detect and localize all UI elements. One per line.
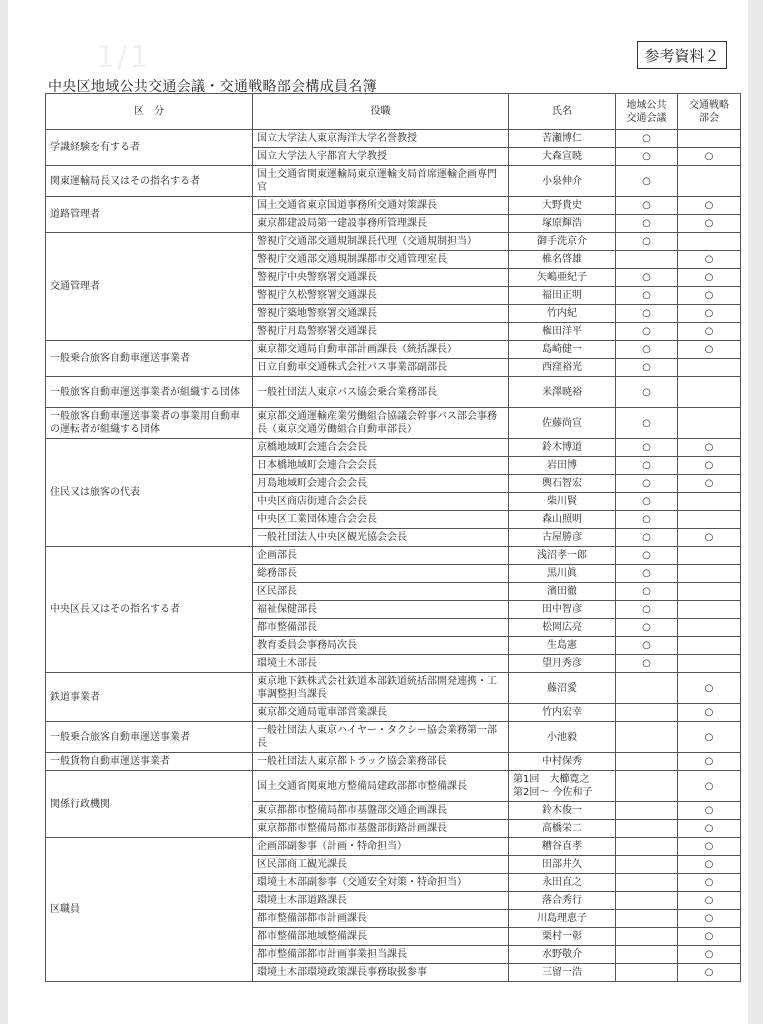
council-mark: ○: [616, 619, 678, 637]
position-cell: 一般社団法人東京ハイヤー・タクシー協会業務第一部長: [253, 722, 509, 753]
strategy-mark: ○: [678, 964, 741, 982]
table-row: [46, 771, 741, 802]
position-cell: 区民部長: [253, 583, 509, 601]
strategy-mark: ○: [678, 475, 741, 493]
name-cell: 濱田徹: [509, 583, 616, 601]
council-mark: [616, 910, 678, 928]
council-mark: ○: [616, 287, 678, 305]
name-cell: 大森宣暁: [509, 148, 616, 166]
name-cell: 苦瀬博仁: [509, 130, 616, 148]
strategy-mark: ○: [678, 771, 741, 802]
council-mark: ○: [616, 305, 678, 323]
table-row: [46, 233, 741, 251]
category-cell: 一般乗合旅客自動車運送事業者: [46, 341, 253, 377]
position-cell: 東京都交通運輸産業労働組合協議会幹事バス部会事務長（東京交通労働組合自動車部長）: [253, 408, 509, 439]
council-mark: ○: [616, 215, 678, 233]
position-cell: 中央区商店街連合会会長: [253, 493, 509, 511]
table-row: [46, 673, 741, 704]
council-mark: ○: [616, 377, 678, 408]
position-cell: 東京都都市整備局都市基盤部交通企画課長: [253, 802, 509, 820]
council-mark: ○: [616, 457, 678, 475]
strategy-mark: ○: [678, 197, 741, 215]
strategy-mark: [678, 565, 741, 583]
council-mark: [616, 722, 678, 753]
strategy-mark: ○: [678, 287, 741, 305]
position-cell: 警視庁中央警察署交通課長: [253, 269, 509, 287]
name-cell: 権田洋平: [509, 323, 616, 341]
council-mark: [616, 673, 678, 704]
header-strategy-line2: 部会: [699, 112, 719, 124]
name-cell: 塚原輝浩: [509, 215, 616, 233]
header-position: 役職: [253, 94, 509, 130]
council-mark: ○: [616, 197, 678, 215]
position-cell: 区民部商工観光課長: [253, 856, 509, 874]
category-cell: 道路管理者: [46, 197, 253, 233]
strategy-mark: ○: [678, 457, 741, 475]
strategy-mark: ○: [678, 874, 741, 892]
name-cell: 田中智彦: [509, 601, 616, 619]
position-cell: 国土交通省関東地方整備局建政部都市整備課長: [253, 771, 509, 802]
council-mark: [616, 251, 678, 269]
strategy-mark: ○: [678, 910, 741, 928]
position-cell: 東京都交通局電車部営業課長: [253, 704, 509, 722]
strategy-mark: ○: [678, 722, 741, 753]
strategy-mark: ○: [678, 215, 741, 233]
council-mark: ○: [616, 408, 678, 439]
strategy-mark: ○: [678, 251, 741, 269]
position-cell: 都市整備部都市計画事業担当課長: [253, 946, 509, 964]
name-cell: 三留一浩: [509, 964, 616, 982]
name-cell: 鈴木俊一: [509, 802, 616, 820]
name-cell: 鈴木博道: [509, 439, 616, 457]
council-mark: ○: [616, 511, 678, 529]
category-cell: 一般貨物自動車運送事業者: [46, 753, 253, 771]
strategy-mark: ○: [678, 323, 741, 341]
position-cell: 月島地域町会連合会会長: [253, 475, 509, 493]
strategy-mark: [678, 637, 741, 655]
position-cell: 東京都都市整備局都市基盤部街路計画課長: [253, 820, 509, 838]
header-council-line2: 交通会議: [626, 112, 667, 124]
strategy-mark: ○: [678, 892, 741, 910]
position-cell: 環境土木部環境政策課長事務取扱参事: [253, 964, 509, 982]
position-cell: 企画部副参事（計画・特命担当）: [253, 838, 509, 856]
position-cell: 中央区工業団体連合会会長: [253, 511, 509, 529]
name-cell: 輿石智宏: [509, 475, 616, 493]
category-cell: 鉄道事業者: [46, 673, 253, 722]
position-cell: 総務部長: [253, 565, 509, 583]
position-cell: 一般社団法人東京バス協会乗合業務部長: [253, 377, 509, 408]
position-cell: 国立大学法人東京海洋大学名誉教授: [253, 130, 509, 148]
strategy-mark: [678, 377, 741, 408]
document-title: 中央区地域公共交通会議・交通戦略部会構成員名簿: [48, 79, 377, 95]
position-cell: 教育委員会事務局次長: [253, 637, 509, 655]
council-mark: ○: [616, 233, 678, 251]
council-mark: ○: [616, 529, 678, 547]
strategy-mark: ○: [678, 341, 741, 359]
council-mark: ○: [616, 323, 678, 341]
position-cell: 国立大学法人宇都宮大学教授: [253, 148, 509, 166]
strategy-mark: [678, 130, 741, 148]
category-cell: 学識経験を有する者: [46, 130, 253, 166]
name-cell: 島崎健一: [509, 341, 616, 359]
council-mark: ○: [616, 547, 678, 565]
name-cell: 佐藤尚宣: [509, 408, 616, 439]
name-cell: 柴川賢: [509, 493, 616, 511]
header-name: 氏名: [509, 94, 616, 130]
name-cell: 小泉伸介: [509, 166, 616, 197]
name-cell: 生島憲: [509, 637, 616, 655]
table-row: [46, 197, 741, 215]
name-cell: 森山照明: [509, 511, 616, 529]
category-cell: 交通管理者: [46, 233, 253, 341]
name-cell: 竹内紀: [509, 305, 616, 323]
council-mark: [616, 874, 678, 892]
position-cell: 一般社団法人中央区観光協会会長: [253, 529, 509, 547]
position-cell: 東京地下鉄株式会社鉄道本部鉄道統括部開発連携・工事調整担当課長: [253, 673, 509, 704]
position-cell: 福祉保健部長: [253, 601, 509, 619]
position-cell: 都市整備部長: [253, 619, 509, 637]
strategy-mark: ○: [678, 856, 741, 874]
council-mark: [616, 820, 678, 838]
table-row: [46, 341, 741, 359]
council-mark: ○: [616, 439, 678, 457]
name-cell: 中村保秀: [509, 753, 616, 771]
name-cell: 田部井久: [509, 856, 616, 874]
table-row: [46, 439, 741, 457]
header-council-line1: 地域公共: [626, 99, 667, 111]
council-mark: [616, 704, 678, 722]
name-cell: 永田直之: [509, 874, 616, 892]
name-cell: 竹内宏幸: [509, 704, 616, 722]
name-cell: 浅沼孝一郎: [509, 547, 616, 565]
name-cell: 川島理恵子: [509, 910, 616, 928]
header-council: [616, 94, 678, 130]
strategy-mark: [678, 408, 741, 439]
table-row: [46, 130, 741, 148]
header-category: 区 分: [46, 94, 253, 130]
name-cell: 藤沼愛: [509, 673, 616, 704]
header-strategy: [678, 94, 741, 130]
council-mark: [616, 964, 678, 982]
council-mark: ○: [616, 130, 678, 148]
category-cell: 関東運輸局長又はその指名する者: [46, 166, 253, 197]
name-cell: 水野敬介: [509, 946, 616, 964]
name-cell: 米澤暁裕: [509, 377, 616, 408]
strategy-mark: ○: [678, 305, 741, 323]
strategy-mark: ○: [678, 820, 741, 838]
name-cell: 栗村一彰: [509, 928, 616, 946]
table-header-row: [46, 94, 741, 130]
strategy-mark: ○: [678, 928, 741, 946]
table-row: [46, 377, 741, 408]
position-cell: 都市整備部地域整備課長: [253, 928, 509, 946]
category-cell: 区職員: [46, 838, 253, 982]
council-mark: ○: [616, 359, 678, 377]
position-cell: 一般社団法人東京都トラック協会業務部長: [253, 753, 509, 771]
council-mark: ○: [616, 493, 678, 511]
council-mark: [616, 753, 678, 771]
table-row: [46, 722, 741, 753]
name-cell: 黒川眞: [509, 565, 616, 583]
council-mark: ○: [616, 601, 678, 619]
council-mark: ○: [616, 565, 678, 583]
position-cell: 日立自動車交通株式会社バス事業部副部長: [253, 359, 509, 377]
table-body: [46, 130, 741, 982]
name-line: 第1回 大櫛寛之: [513, 774, 590, 785]
category-cell: 住民又は旅客の代表: [46, 439, 253, 547]
strategy-mark: [678, 601, 741, 619]
position-cell: 国土交通省関東運輸局東京運輸支局首席運輸企画専門官: [253, 166, 509, 197]
strategy-mark: ○: [678, 439, 741, 457]
page-indicator: 1/1: [96, 40, 151, 75]
strategy-mark: [678, 511, 741, 529]
council-mark: ○: [616, 655, 678, 673]
reference-label: 参考資料２: [637, 41, 727, 69]
council-mark: ○: [616, 341, 678, 359]
strategy-mark: ○: [678, 838, 741, 856]
table-row: [46, 408, 741, 439]
name-cell: [509, 771, 616, 802]
council-mark: ○: [616, 583, 678, 601]
council-mark: [616, 928, 678, 946]
strategy-mark: [678, 583, 741, 601]
council-mark: [616, 856, 678, 874]
position-cell: 東京都建設局第一建設事務所管理課長: [253, 215, 509, 233]
strategy-mark: ○: [678, 148, 741, 166]
strategy-mark: ○: [678, 704, 741, 722]
table-row: [46, 838, 741, 856]
position-cell: 東京都交通局自動車部計画課長（統括課長）: [253, 341, 509, 359]
position-cell: 警視庁交通部交通規制課都市交通管理室長: [253, 251, 509, 269]
position-cell: 警視庁月島警察署交通課長: [253, 323, 509, 341]
council-mark: ○: [616, 475, 678, 493]
strategy-mark: [678, 493, 741, 511]
name-cell: 古屋勝彦: [509, 529, 616, 547]
strategy-mark: [678, 655, 741, 673]
name-cell: 高橋栄二: [509, 820, 616, 838]
document-page: [8, 0, 748, 1024]
position-cell: 環境土木部副参事（交通安全対策・特命担当）: [253, 874, 509, 892]
council-mark: ○: [616, 148, 678, 166]
strategy-mark: [678, 359, 741, 377]
strategy-mark: ○: [678, 946, 741, 964]
strategy-mark: ○: [678, 529, 741, 547]
category-cell: 中央区長又はその指名する者: [46, 547, 253, 673]
name-cell: 矢嶋亜紀子: [509, 269, 616, 287]
name-cell: 松岡広亮: [509, 619, 616, 637]
name-line: 第2回～ 今佐和子: [513, 787, 593, 798]
strategy-mark: ○: [678, 269, 741, 287]
name-cell: 御手洗京介: [509, 233, 616, 251]
position-cell: 警視庁交通部交通規制課長代理（交通規制担当）: [253, 233, 509, 251]
name-cell: 糟谷直孝: [509, 838, 616, 856]
name-cell: 椎名啓雄: [509, 251, 616, 269]
strategy-mark: ○: [678, 802, 741, 820]
table-row: [46, 166, 741, 197]
council-mark: [616, 802, 678, 820]
table-row: [46, 753, 741, 771]
position-cell: 企画部長: [253, 547, 509, 565]
position-cell: 国土交通省東京国道事務所交通対策課長: [253, 197, 509, 215]
header-strategy-line1: 交通戦略: [689, 99, 729, 111]
name-cell: 小池毅: [509, 722, 616, 753]
category-cell: 関係行政機関: [46, 771, 253, 838]
strategy-mark: ○: [678, 753, 741, 771]
council-mark: [616, 946, 678, 964]
name-cell: 落合秀行: [509, 892, 616, 910]
name-cell: 岩田博: [509, 457, 616, 475]
council-mark: [616, 892, 678, 910]
table-row: [46, 547, 741, 565]
position-cell: 都市整備部都市計画課長: [253, 910, 509, 928]
category-cell: 一般旅客自動車運送事業者の事業用自動車の運転者が組織する団体: [46, 408, 253, 439]
position-cell: 環境土木部長: [253, 655, 509, 673]
strategy-mark: [678, 547, 741, 565]
council-mark: [616, 771, 678, 802]
council-mark: ○: [616, 166, 678, 197]
member-roster-table: [45, 93, 741, 982]
name-cell: 望月秀彦: [509, 655, 616, 673]
category-cell: 一般旅客自動車運送事業者が組織する団体: [46, 377, 253, 408]
strategy-mark: [678, 233, 741, 251]
council-mark: [616, 838, 678, 856]
position-cell: 環境土木部道路課長: [253, 892, 509, 910]
council-mark: ○: [616, 637, 678, 655]
council-mark: ○: [616, 269, 678, 287]
position-cell: 日本橋地域町会連合会会長: [253, 457, 509, 475]
strategy-mark: [678, 166, 741, 197]
position-cell: 警視庁築地警察署交通課長: [253, 305, 509, 323]
category-cell: 一般乗合旅客自動車運送事業者: [46, 722, 253, 753]
position-cell: 警視庁久松警察署交通課長: [253, 287, 509, 305]
position-cell: 京橋地域町会連合会会長: [253, 439, 509, 457]
name-cell: 大野貴史: [509, 197, 616, 215]
name-cell: 西窪裕光: [509, 359, 616, 377]
name-cell: 福田正明: [509, 287, 616, 305]
strategy-mark: ○: [678, 673, 741, 704]
strategy-mark: [678, 619, 741, 637]
